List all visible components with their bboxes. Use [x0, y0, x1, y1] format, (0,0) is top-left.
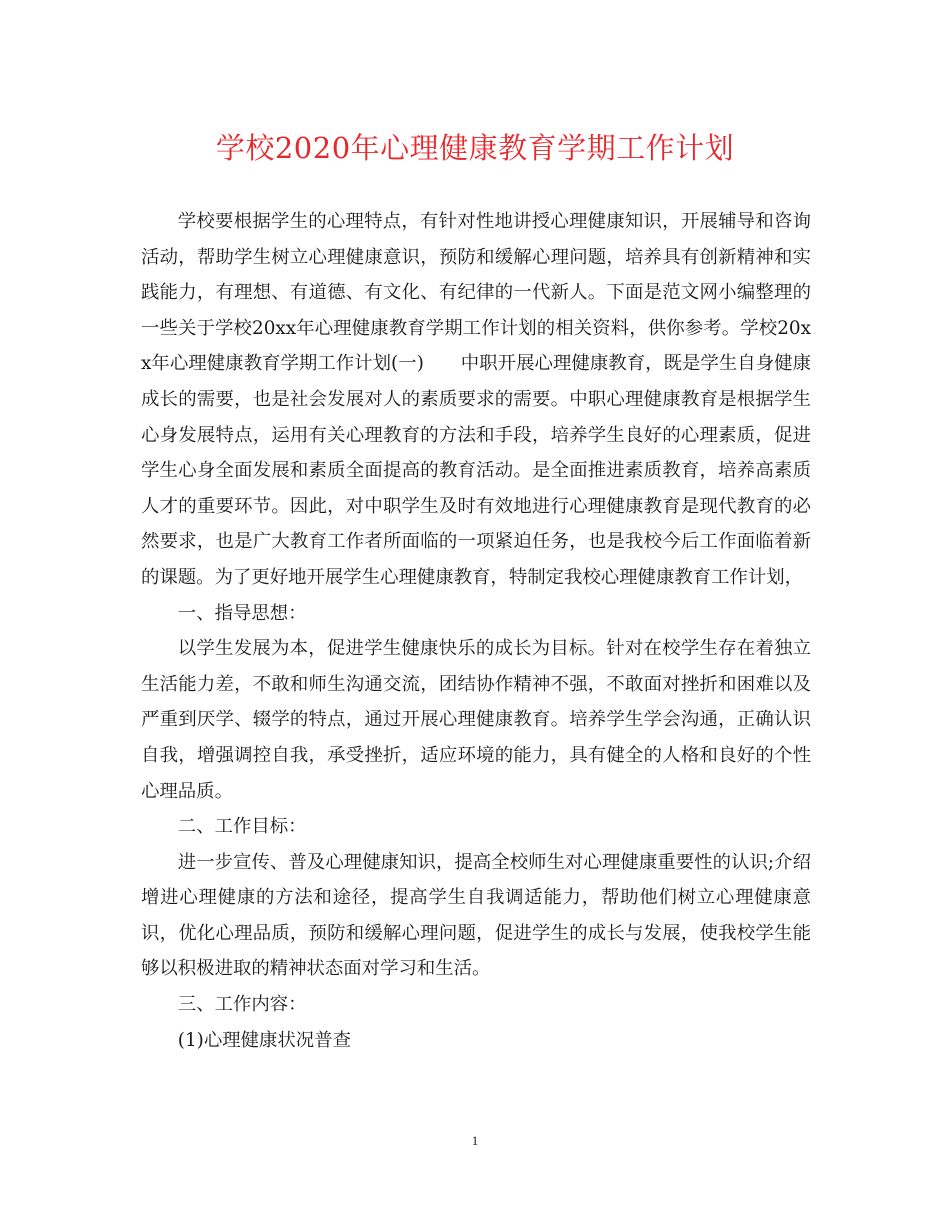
document-title: 学校2020年心理健康教育学期工作计划: [215, 131, 735, 165]
item-mental-health-survey: (1)心理健康状况普查: [177, 1029, 351, 1051]
paragraph-guiding-ideology: 以学生发展为本，促进学生健康快乐的成长为目标。针对在校学生存在着独立生活能力差，不敢和师生沟通交流，团结协作精神不强，不敢面对挫折和困难以及严重到厌学、辍学的特点，通过开展心理健康教育。培养学生学会沟通，正确认识自我，增强调控自我，承受挫折，适应环境的能力，具有健全的人格和良好的个性心理品质。: [141, 638, 811, 802]
heading-work-goals: 二、工作目标：: [177, 816, 307, 838]
page-number: 1: [471, 1133, 479, 1148]
heading-work-content: 三、工作内容：: [177, 994, 307, 1016]
paragraph-intro: 学校要根据学生的心理特点，有针对性地讲授心理健康知识，开展辅导和咨询活动，帮助学生树立心理健康意识，预防和缓解心理问题，培养具有创新精神和实践能力，有理想、有道德、有文化、有纪律的一代新人。下面是范文网小编整理的一些关于学校20xx年心理健康教育学期工作计划的相关资料，供你参考。学校20xx年心理健康教育学期工作计划(一) 中职开展心理健康教育，既是学生自身健康成长的需要，也是社会发展对人的素质要求的需要。中职心理健康教育是根据学生心身发展特点，运用有关心理教育的方法和手段，培养学生良好的心理素质，促进学生心身全面发展和素质全面提高的教育活动。是全面推进素质教育，培养高素质人才的重要环节。因此，对中职学生及时有效地进行心理健康教育是现代教育的必然要求，也是广大教育工作者所面临的一项紧迫任务，也是我校今后工作面临着新的课题。为了更好地开展学生心理健康教育，特制定我校心理健康教育工作计划，: [141, 211, 811, 588]
paragraph-work-goals: 进一步宣传、普及心理健康知识，提高全校师生对心理健康重要性的认识;介绍增进心理健康的方法和途径，提高学生自我调适能力，帮助他们树立心理健康意识，优化心理品质，预防和缓解心理问题，促进学生的成长与发展，使我校学生能够以积极进取的精神状态面对学习和生活。: [141, 851, 811, 980]
heading-guiding-ideology: 一、指导思想：: [177, 602, 307, 624]
document-body: [141, 204, 811, 1058]
